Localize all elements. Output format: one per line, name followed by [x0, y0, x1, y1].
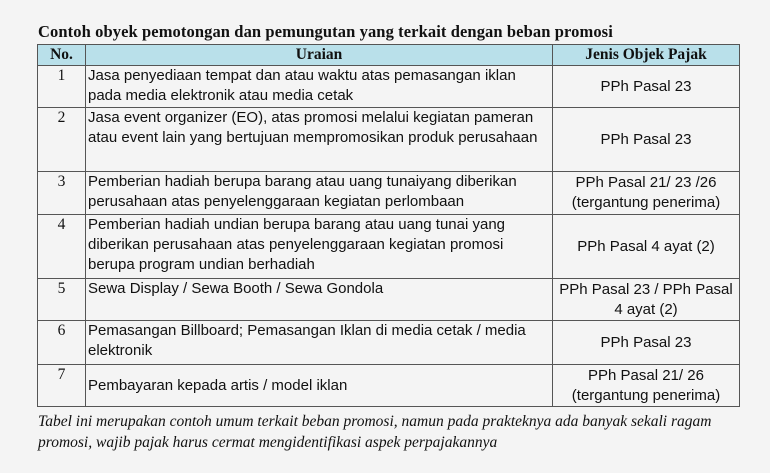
- row-jenis-objek-pajak: PPh Pasal 21/ 26 (tergantung penerima): [553, 365, 740, 407]
- row-uraian: Pembayaran kepada artis / model iklan: [86, 365, 553, 407]
- table-row: [38, 172, 740, 215]
- table-row: [38, 108, 740, 172]
- row-jenis-objek-pajak: PPh Pasal 23 / PPh Pasal 4 ayat (2): [553, 279, 740, 321]
- footnote: Tabel ini merupakan contoh umum terkait beban promosi, namun pada prakteknya ada banyak sekali ragam promosi, wajib pajak harus cermat mengidentifikasi aspek perpajakannya: [38, 413, 712, 451]
- row-number: 4: [38, 215, 86, 279]
- row-jenis-objek-pajak: PPh Pasal 23: [553, 66, 740, 108]
- table-row: [38, 279, 740, 321]
- row-uraian: Jasa event organizer (EO), atas promosi melalui kegiatan pameran atau event lain yang bertujuan mempromosikan produk perusahaan: [86, 108, 553, 172]
- header-no: No.: [38, 45, 86, 66]
- row-number: 1: [38, 66, 86, 108]
- tax-object-table: [37, 44, 740, 407]
- row-jenis-objek-pajak: PPh Pasal 23: [553, 108, 740, 172]
- header-jenis-objek-pajak: Jenis Objek Pajak: [553, 45, 740, 66]
- row-jenis-objek-pajak: PPh Pasal 23: [553, 321, 740, 365]
- row-uraian: Pemasangan Billboard; Pemasangan Iklan di media cetak / media elektronik: [86, 321, 553, 365]
- row-number: 3: [38, 172, 86, 215]
- table-row: [38, 66, 740, 108]
- row-uraian: Pemberian hadiah undian berupa barang atau uang tunai yang diberikan perusahaan atas penyelenggaraan kegiatan promosi berupa program undian berhadiah: [86, 215, 553, 279]
- row-number: 7: [38, 365, 86, 407]
- row-number: 6: [38, 321, 86, 365]
- table-row: [38, 365, 740, 407]
- header-uraian: Uraian: [86, 45, 553, 66]
- row-number: 5: [38, 279, 86, 321]
- table-row: [38, 321, 740, 365]
- row-uraian: Pemberian hadiah berupa barang atau uang tunaiyang diberikan perusahaan atas penyelenggaraan kegiatan perlombaan: [86, 172, 553, 215]
- row-uraian: Jasa penyediaan tempat dan atau waktu atas pemasangan iklan pada media elektronik atau media cetak: [86, 66, 553, 108]
- row-number: 2: [38, 108, 86, 172]
- row-jenis-objek-pajak: PPh Pasal 21/ 23 /26 (tergantung penerima): [553, 172, 740, 215]
- table-header-row: [38, 45, 740, 66]
- row-uraian: Sewa Display / Sewa Booth / Sewa Gondola: [86, 279, 553, 321]
- table-row: [38, 215, 740, 279]
- row-jenis-objek-pajak: PPh Pasal 4 ayat (2): [553, 215, 740, 279]
- document-title: Contoh obyek pemotongan dan pemungutan yang terkait dengan beban promosi: [38, 22, 613, 41]
